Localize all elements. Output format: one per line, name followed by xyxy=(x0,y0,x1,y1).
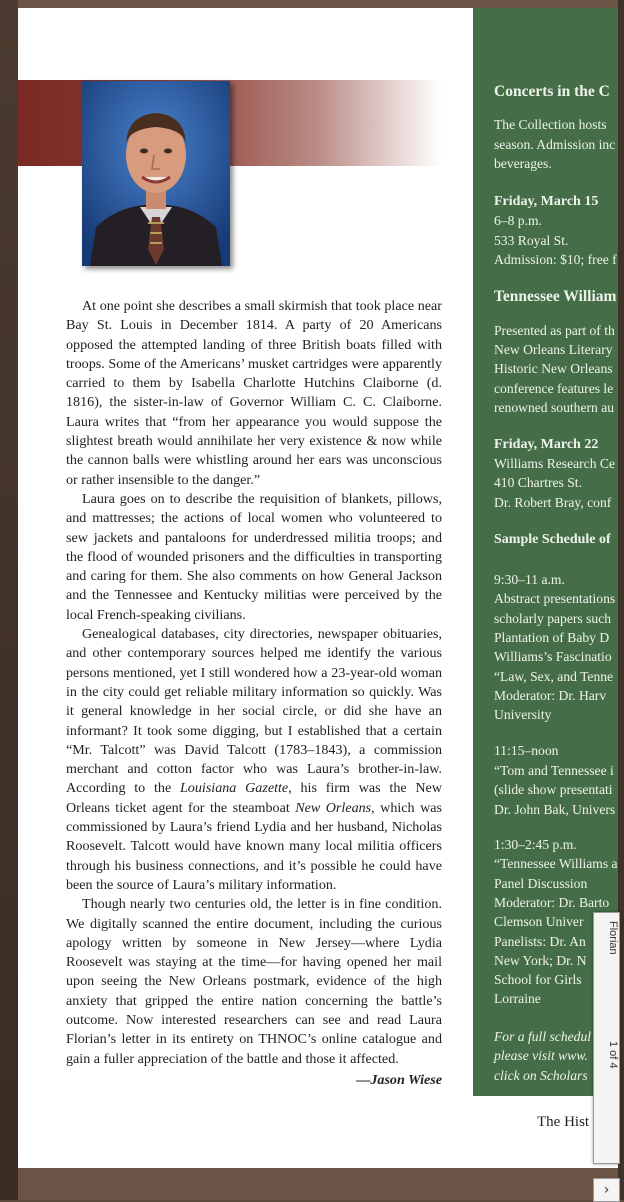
next-page-icon[interactable]: › xyxy=(593,1178,620,1202)
sidebar-text-line: season. Admission inc xyxy=(494,137,616,152)
sidebar-text-line: School for Girls xyxy=(494,972,582,987)
sidebar-text-line: Presented as part of th xyxy=(494,323,615,338)
sidebar-text-line: New Orleans Literary xyxy=(494,342,613,357)
sidebar-text-line: (slide show presentati xyxy=(494,782,613,797)
sidebar-text-line: Williams’s Fascinatio xyxy=(494,649,612,664)
sidebar-text-line: Clemson Univer xyxy=(494,914,584,929)
sidebar-text-line: Moderator: Dr. Barto xyxy=(494,895,610,910)
sidebar-text-line: 533 Royal St. xyxy=(494,233,569,248)
sidebar-heading: Sample Schedule of xyxy=(494,532,611,547)
article-text: , his firm was the New Orleans ticket agent for the steamboat xyxy=(66,780,442,816)
article-paragraph: At one point she describes a small skirmish that took place near Bay St. Louis in December 1814. A party of 20 Americans opposed the attempted landing of three British boats filled with troops. Some of the Americans’ musket cartridges were apparently carried to them by Isabella Charlotte Hutchins Claiborne (d. 1816), the sister-in-law of Governor William C. C. Claiborne. Laura writes that “from her appearance you would suppose the slightest breath would annihilate her very existence & now while the cannon balls were whistling around her ears was unconscious or rather insensible to the danger.” xyxy=(66,298,442,488)
sidebar-text-line: Abstract presentations xyxy=(494,591,616,606)
sidebar-text-line: “Law, Sex, and Tenne xyxy=(494,669,614,684)
sidebar-heading: Tennessee William xyxy=(494,288,617,305)
sidebar-text-line: 9:30–11 a.m. xyxy=(494,572,565,587)
sidebar-text-line: Panelists: Dr. An xyxy=(494,934,586,949)
sidebar-text-line: 410 Chartres St. xyxy=(494,475,582,490)
sidebar-text-line: “Tom and Tennessee i xyxy=(494,763,614,778)
sidebar-text-line: Plantation of Baby D xyxy=(494,630,610,645)
article-body xyxy=(66,297,442,1090)
sidebar-text-line: 1:30–2:45 p.m. xyxy=(494,837,577,852)
sidebar-text-line: Moderator: Dr. Harv xyxy=(494,688,607,703)
article-text: , which was commissioned by Laura’s friend Lydia and her husband, Nicholas Roosevelt. Talcott would have known many local militia officers through his business connections, and it’s possible he could have been the source of Laura’s military information. xyxy=(66,799,442,893)
article-italic-title: Louisiana Gazette xyxy=(179,780,289,797)
article-paragraph: Laura goes on to describe the requisition of blankets, pillows, and mattresses; the actions of local women who volunteered to sew jackets and pantaloons for underdressed militia troops; and the flood of wounded prisoners and the difficulties in transporting and caring for them. She also comments on how General Jackson and the Tennessee and Kentucky militias were perceived by the local French-speaking civilians. xyxy=(66,490,442,623)
sidebar-text-line: Admission: $10; free f xyxy=(494,252,617,267)
sidebar-text-line: please visit www. xyxy=(494,1048,588,1063)
sidebar-text-line: Lorraine xyxy=(494,991,541,1006)
sidebar-text-line: Williams Research Ce xyxy=(494,456,616,471)
sidebar-text-line: New York; Dr. N xyxy=(494,953,587,968)
sidebar-text-line: The Collection hosts xyxy=(494,117,607,132)
sidebar-text-line: Panel Discussion xyxy=(494,876,588,891)
sidebar-text-line: For a full schedul xyxy=(494,1029,592,1044)
sidebar-text-line: renowned southern au xyxy=(494,400,615,415)
sidebar-text-line: “Tennessee Williams a xyxy=(494,856,618,871)
portrait-image xyxy=(82,81,230,266)
sidebar-text-line: click on Scholars xyxy=(494,1068,588,1083)
article-paragraph: Though nearly two centuries old, the letter is in fine condition. We digitally scanned the entire document, including the curious apology written by someone in New Jersey—where Lydia Roosevelt was staying at the time—for having opened her mail upon seeing the New Orleans postmark, evidence of the high anxiety that gripped the entire nation concerning the battle’s outcome. Now interested researchers can see and read Laura Florian’s letter in its entirety on THNOC’s online catalogue and gain a fuller appreciation of the battle and those it affected. xyxy=(66,896,442,1067)
author-signature: —Jason Wiese xyxy=(356,1071,442,1088)
sidebar-event-date: Friday, March 22 xyxy=(494,437,599,452)
sidebar-text-line: conference features le xyxy=(494,381,614,396)
author-portrait-photo xyxy=(82,81,230,266)
sidebar-text-line: Dr. John Bak, Univers xyxy=(494,802,616,817)
sidebar-text-line: beverages. xyxy=(494,156,552,171)
article-italic-title: New Orleans xyxy=(295,799,372,816)
article-paragraph xyxy=(66,625,442,895)
article-text: Genealogical databases, city directories, newspaper obituaries, and other contemporary sources helped me identify the various persons mentioned, yet I still wondered how a 23-year-old woman in the city could get reliable military information so quickly. Was it general knowledge in her social circle, or did she have an informant? It took some digging, but I established that a certain “Mr. Talcott” was David Talcott (1783–1843), a commission merchant and cotton factor who was Laura’s brother-in-law. According to the xyxy=(66,626,442,797)
sidebar-text-line: scholarly papers such xyxy=(494,611,612,626)
sidebar-text-line: Historic New Orleans xyxy=(494,361,613,376)
document-page xyxy=(18,8,624,1168)
sidebar-text-line: 11:15–noon xyxy=(494,743,559,758)
page-footer: The Hist xyxy=(537,1114,590,1130)
sidebar-text-line: University xyxy=(494,707,552,722)
scrollbar-page-indicator: 1 of 4 xyxy=(607,1041,619,1069)
sidebar-text-line: Dr. Robert Bray, conf xyxy=(494,495,612,510)
viewer-left-edge xyxy=(0,0,18,1200)
sidebar-event-date: Friday, March 15 xyxy=(494,194,599,209)
sidebar-text-line: 6–8 p.m. xyxy=(494,213,542,228)
document-scrollbar[interactable] xyxy=(593,912,620,1164)
sidebar-heading: Concerts in the C xyxy=(494,83,610,100)
scrollbar-document-title: Florian xyxy=(607,921,619,955)
